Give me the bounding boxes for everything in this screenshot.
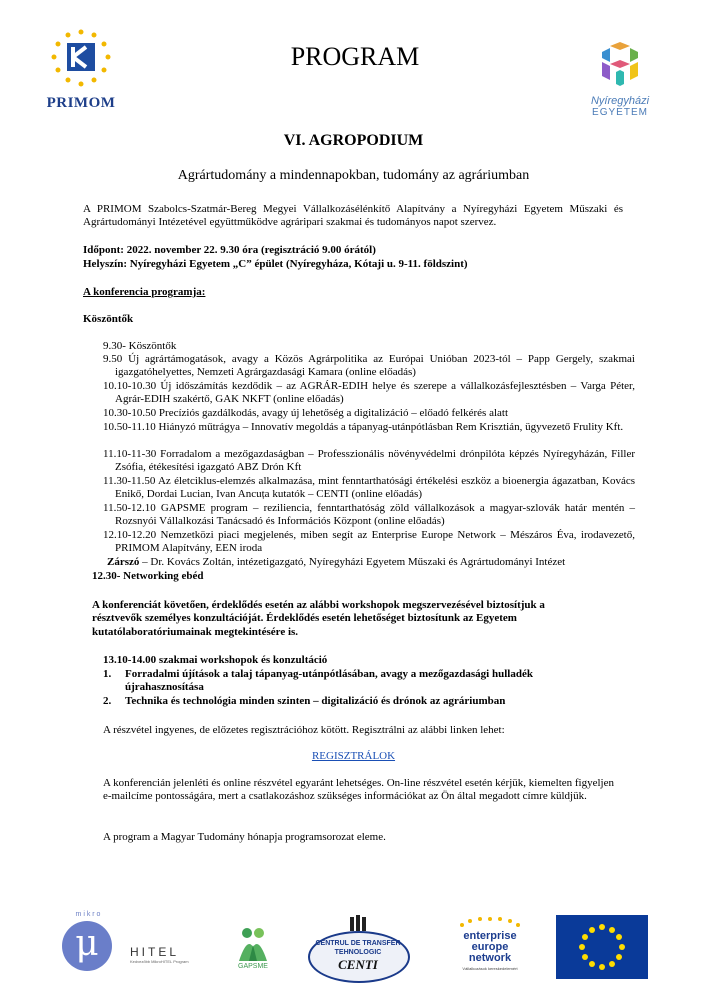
workshop-text: Forradalmi újítások a talaj tápanyag-utánpótlásában, avagy a mezőgazdasági hulladék újrahasznosítása — [125, 668, 533, 694]
hitel-logo-sub: Kedvezőbb MikroHITEL Program — [130, 959, 189, 964]
agenda-item: 10.30-10.50 Precíziós gazdálkodás, avagy új lehetőség a digitalizáció – előadó felkérés alatt — [103, 407, 509, 419]
agenda-item: 11.50-12.10 GAPSME program – reziliencia, fenntarthatóság zöld vállalkozások a magyar-szlovák határ mentén – Rozsnyói Vállalkozási Tanácsadó és Információs Központ (online előadás) — [103, 502, 635, 528]
event-time: Időpont: 2022. november 22. 9.30 óra (regisztráció 9.00 órától) — [83, 244, 376, 256]
greetings-heading: Köszöntők — [83, 313, 134, 325]
eu-flag — [556, 915, 648, 979]
closing-label: Zárszó — [107, 556, 140, 568]
een-text-2: europe — [471, 941, 509, 953]
workshop-item — [103, 695, 583, 708]
agenda-item: 12.10-12.20 Nemzetközi piaci megjelenés, miben segít az Enterprise Europe Network – Mészáros Éva, irodavezető, PRIMOM Alapítvány, EEN iroda — [103, 529, 635, 555]
een-sub: Vállalkozások kereskedelemért — [462, 966, 518, 971]
een-stars-icon — [450, 917, 530, 931]
program-heading: A konferencia programja: — [83, 286, 206, 298]
agenda-item: 11.30-11.50 Az életciklus-elemzés alkalmazása, mint fenntarthatósági értékelési eszköz a bioenergia ágazatban, Kovács Enikő, Dordai Lucian, Ivan Ancuța kutatók – CENTI (online előadás) — [103, 475, 635, 501]
workshop-item — [103, 668, 563, 695]
event-title: VI. AGROPODIUM — [283, 132, 424, 149]
primom-logo-text: PRIMOM — [46, 95, 116, 111]
intro-paragraph: A PRIMOM Szabolcs-Szatmár-Bereg Megyei Vállalkozásélénkítő Alapítvány a Nyíregyházi Egyetem Műszaki és Agrártudományi Intézetével együttműködve agráripari szakmai és tudományos napot szervez. — [83, 203, 623, 229]
agenda-item: 9.50 Új agrártámogatások, avagy a Közös Agrárpolitika az Európai Unióban 2023-tól – Papp Gergely, szakmai igazgatóhelyettes, Nemzeti Agrárgazdasági Kamara (online előadás) — [103, 353, 635, 379]
agenda-item: 9.30- Köszöntők — [103, 340, 177, 352]
gapsme-logo — [233, 925, 273, 983]
register-link[interactable]: REGISZTRÁLOK — [311, 750, 396, 762]
hitel-logo — [130, 945, 205, 969]
eu-stars-icon — [556, 915, 648, 979]
mikro-logo — [58, 911, 118, 973]
mikro-logo-top: m i k r o — [75, 911, 101, 918]
agenda-item: 10.10-10.30 Új időszámítás kezdődik – az AGRÁR-EDIH helye és szerepe a vállalkozásfejlesztésben – Varga Péter, Agrár-EDIH szakértő, GAK NKFT (online előadás) — [103, 380, 635, 406]
event-place: Helyszín: Nyíregyházi Egyetem „C” épület (Nyíregyháza, Kótaji u. 9-11. földszint) — [83, 258, 468, 270]
gapsme-figures-icon — [233, 925, 273, 963]
nye-logo — [580, 42, 660, 132]
een-logo — [450, 917, 530, 985]
workshop-text: Technika és technológia minden szinten – digitalizáció és drónok az agráriumban — [125, 695, 506, 707]
closing-line — [107, 556, 627, 569]
centi-logo — [308, 915, 408, 981]
workshop-time: 13.10-14.00 szakmai workshopok és konzultáció — [103, 654, 328, 666]
een-text-1: enterprise — [463, 930, 517, 942]
hitel-logo-text: HITEL — [130, 945, 180, 959]
centi-text-1: CENTRUL DE TRANSFER — [315, 940, 401, 947]
agenda-item: 11.10-11-30 Forradalom a mezőgazdaságban – Professzionális növényvédelmi drónpilóta képzés Nyíregyházán, Filler Zsófia, étékesítési igazgató ABZ Drón Kft — [103, 448, 635, 474]
nye-cube-icon — [580, 42, 660, 86]
workshop-number: 2. — [103, 695, 112, 707]
networking-line: 12.30- Networking ebéd — [92, 570, 204, 582]
online-participation-text: A konferencián jelenléti és online részvétel egyaránt lehetséges. On-line részvétel esetén kérjük, kiemelten figyeljen e-mailcíme pontosságára, mert a csatlakozáshoz szükséges információkat az Ön által megadott címre küldjük. — [103, 777, 614, 803]
workshop-intro: A konferenciát követően, érdeklődés esetén az alábbi workshopok megszervezésével biztosítjuk a résztvevők személyes konzultációját. Érdeklődés esetén lehetőséget biztosítunk az Egyetem kutatólaboratóriumainak megtekintésére is. — [92, 599, 545, 638]
free-participation-text: A részvétel ingyenes, de előzetes regisztrációhoz kötött. Regisztrálni az alábbi linken lehet: — [103, 724, 505, 736]
nye-logo-text-2: EGYETEM — [592, 107, 648, 118]
closing-text: – Dr. Kovács Zoltán, intézetigazgató, Nyíregyházi Egyetem Műszaki és Agrártudományi Intézet — [139, 556, 566, 568]
event-subtitle: Agrártudomány a mindennapokban, tudomány az agráriumban — [177, 168, 530, 183]
page-title: PROGRAM — [290, 42, 420, 71]
centi-building-icon — [308, 915, 408, 931]
mikro-symbol: μ — [75, 923, 99, 964]
primom-logo — [40, 28, 122, 111]
primom-emblem-icon — [40, 28, 122, 90]
workshop-number: 1. — [103, 668, 112, 680]
centi-text-3: CENTI — [338, 957, 378, 972]
series-text: A program a Magyar Tudomány hónapja programsorozat eleme. — [103, 831, 386, 843]
agenda-item: 10.50-11.10 Hiányzó műtrágya – Innovatív megoldás a tápanyag-utánpótlásban Rem Krisztián, ügyvezető Frulity Kft. — [103, 421, 624, 433]
een-text-3: network — [468, 952, 512, 964]
gapsme-logo-text: GAPSME — [238, 963, 268, 970]
footer-logos — [0, 905, 707, 990]
nye-logo-text-1: Nyíregyházi — [590, 95, 650, 107]
centi-text-2: TEHNOLOGIC — [334, 949, 382, 956]
